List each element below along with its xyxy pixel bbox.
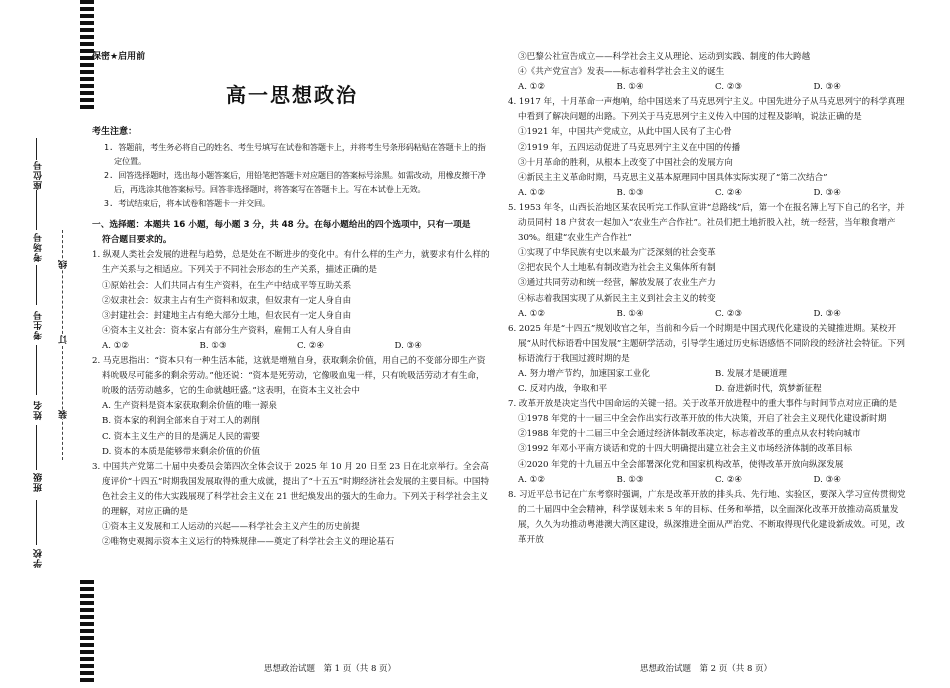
footer-right: 思想政治试题 第 2 页（共 8 页） xyxy=(639,664,773,674)
q3-choice-b: B. ①④ xyxy=(616,82,644,93)
q5-option: ③通过共同劳动和统一经营，解放发展了农业生产力 xyxy=(518,278,716,289)
field-line xyxy=(36,138,37,160)
q3-option: ②唯物史观揭示资本主义运行的特殊规律——奠定了科学社会主义的理论基石 xyxy=(102,537,395,548)
cut-mark-line: 线 xyxy=(59,260,69,269)
q1-option: ①原始社会：人们共同占有生产资料，在生产中结成平等互助关系 xyxy=(102,280,352,291)
q5-choice-c: C. ②③ xyxy=(715,308,743,319)
question-7-stem: 7. 改革开放是决定当代中国命运的关键一招。关于改革开放进程中的重大事件与时间节点对应正确的是 xyxy=(508,399,898,410)
q3-option: ③巴黎公社宣告成立——科学社会主义从理论、运动到实践、制度的伟大跨越 xyxy=(518,52,811,62)
q6-choice-b: B. 发展才是硬道理 xyxy=(715,368,787,379)
field-seat-number: 座位号 xyxy=(34,160,44,190)
question-3-stem: 3. 中国共产党第二十届中央委员会第四次全体会议于 2025 年 10 月 20 日至 23 日在北京举行。全会高度评价“十四五”时期我国发展取得的重大成就，提出了“十五五”时期经济社会发展的主要目标。中国特色社会主义的伟大实践展现了科学社会主义在 21 世纪焕发出的强大的生命力。下列关于科学社会主义的理解，对应正确的是 xyxy=(92,461,490,517)
note-item: 1. 答题前，考生务必将自己的姓名、考生号填写在试卷和答题卡上，并将考生号条形码粘贴在答题卡上的指定位置。 xyxy=(104,142,486,167)
binding-stripes xyxy=(80,0,86,688)
q4-option: ③十月革命的胜利，从根本上改变了中国社会的发展方向 xyxy=(518,157,733,168)
q1-option: ③封建社会：封建地主占有绝大部分土地，但农民有一定人身自由 xyxy=(102,310,352,321)
q3-option: ①资本主义发展和工人运动的兴起——科学社会主义产生的历史前提 xyxy=(102,522,360,533)
q4-option: ④新民主主义革命时期，马克思主义基本原理同中国具体实际实现了“第二次结合” xyxy=(518,172,828,183)
q7-option: ②1988 年党的十二届三中全会通过经济体制改革决定，标志着改革的重点从农村转向城市 xyxy=(518,429,861,440)
note-item: 3. 考试结束后，将本试卷和答题卡一并交回。 xyxy=(104,198,270,209)
q7-choice-a: A. ①② xyxy=(518,474,546,485)
q1-option: ④资本主义社会：资本家占有部分生产资料，雇佣工人有人身自由 xyxy=(102,325,352,336)
q6-choice-c: C. 反对内战，争取和平 xyxy=(518,384,608,395)
q1-choice-a: A. ①② xyxy=(102,340,130,351)
field-class: 班级 xyxy=(34,472,44,492)
field-line xyxy=(36,345,37,395)
question-6-stem: 6. 2025 年是“十四五”规划收官之年，当前和今后一个时期是中国式现代化建设的关键推进期。某校开展“从时代标语看中国发展”主题研学活动，引导学生通过历史标语感悟不同阶段的经济社会特征。下列标语流行于我国过渡时期的是 xyxy=(508,323,905,364)
field-student-id: 考生号 xyxy=(34,310,44,340)
q4-choice-c: C. ②④ xyxy=(715,187,743,198)
notes-title: 考生注意： xyxy=(92,127,138,138)
q7-option: ①1978 年党的十一届三中全会作出实行改革开放的伟大决策，开启了社会主义现代化建设新时期 xyxy=(518,414,887,425)
q6-choices-row xyxy=(508,367,912,382)
binding-strip xyxy=(0,0,86,688)
question-2-stem: 2. 马克思指出：“资本只有一种生活本能，这就是增殖自身，获取剩余价值，用自己的不变部分即生产资料吮吸尽可能多的剩余劳动。”他还说：“资本是死劳动，它像吸血鬼一样，只有吮吸活劳动才有生命，吮吸的活劳动越多，它的生命就越旺盛。”这表明，在资本主义社会中 xyxy=(92,356,486,397)
q6-choice-a: A. 努力增产节约，加速国家工业化 xyxy=(518,368,650,379)
q3-choice-c: C. ②③ xyxy=(715,82,743,93)
q3-option: ④《共产党宣言》发表——标志着科学社会主义的诞生 xyxy=(518,67,725,78)
q2-option: A. 生产资料是资本家获取剩余价值的唯一源泉 xyxy=(102,401,277,412)
q1-choice-d: D. ③④ xyxy=(394,340,422,351)
note-item: 2. 回答选择题时，选出每小题答案后，用铅笔把答题卡对应题目的答案标号涂黑。如需改动，用橡皮擦干净后，再选涂其他答案标号。回答非选择题时，将答案写在答题卡上。写在本试卷上无效。 xyxy=(104,170,486,195)
section-heading xyxy=(92,218,492,248)
section-line: 一、选择题：本题共 16 小题，每小题 3 分，共 48 分。在每小题给出的四个选项中，只有一项是 xyxy=(92,220,471,231)
question-4-stem: 4. 1917 年，十月革命一声炮响，给中国送来了马克思列宁主义。中国先进分子从马克思列宁的科学真理中看到了解决问题的出路。下列关于马克思列宁主义传入中国的过程及影响，说法正确的是 xyxy=(508,97,905,123)
q3-choice-a: A. ①② xyxy=(518,82,546,93)
q1-option: ②奴隶社会：奴隶主占有生产资料和奴隶，但奴隶有一定人身自由 xyxy=(102,295,352,306)
field-line xyxy=(36,265,37,305)
q4-choice-d: D. ③④ xyxy=(813,187,841,198)
question-5-stem: 5. 1953 年冬，山西长治地区某农民听完工作队宣讲“总路线”后，第一个在报名簿上写下自己的名字，并动员同村 18 户贫农一起加入“农业生产合作社”。社员们把土地折股入社，统一经营，当年粮食增产 30%。组建“农业生产合作社” xyxy=(508,202,905,244)
q3-choice-d: D. ③④ xyxy=(813,82,841,93)
q4-choices xyxy=(508,186,912,201)
q4-option: ①1921 年，中国共产党成立，从此中国人民有了主心骨 xyxy=(518,127,732,138)
q5-choice-d: D. ③④ xyxy=(813,308,841,319)
q2-option: B. 资本家的利润全部来自于对工人的剥削 xyxy=(102,416,260,427)
q5-choices xyxy=(508,307,912,322)
q7-choice-c: C. ②④ xyxy=(715,474,743,485)
field-exam-room: 考场号 xyxy=(34,232,44,262)
q5-option: ②把农民个人土地私有制改造为社会主义集体所有制 xyxy=(518,263,716,274)
q1-choice-c: C. ②④ xyxy=(297,340,325,351)
q7-choice-d: D. ③④ xyxy=(813,474,841,485)
q3-choices xyxy=(508,80,912,95)
q2-option: D. 资本的本质是能够带来剩余价值的价值 xyxy=(102,446,261,457)
field-school: 学校 xyxy=(34,548,44,568)
field-line xyxy=(36,425,37,470)
q5-choice-b: B. ①④ xyxy=(616,308,644,319)
question-1-stem: 1. 纵观人类社会发展的进程与趋势，总是处在不断进步的变化中。有什么样的生产力，就要求有什么样的生产关系与之相适应。下列关于不同社会形态的生产关系，描述正确的是 xyxy=(92,250,490,276)
cut-mark-order: 订 xyxy=(59,335,69,344)
q1-choices xyxy=(92,339,492,354)
q7-choice-b: B. ①③ xyxy=(616,474,644,485)
question-8-stem: 8. 习近平总书记在广东考察时强调，广东是改革开放的排头兵、先行地、实验区，要深入学习宣传贯彻党的二十届四中全会精神，科学谋划未来 5 年的目标、任务和举措，以全面深化改革开放推动高质量发展，久久为功推动粤港澳大湾区建设，纵深推进全面从严治党、不断取得现代化建设新成效。可见，改革开放 xyxy=(508,489,906,545)
q4-choice-b: B. ①③ xyxy=(616,187,644,198)
field-line xyxy=(36,190,37,230)
q5-option: ④标志着我国实现了从新民主主义到社会主义的转变 xyxy=(518,293,716,304)
page-title: 高一思想政治 xyxy=(226,83,358,107)
field-name: 姓名 xyxy=(34,400,44,420)
q4-option: ②1919 年，五四运动促进了马克思列宁主义在中国的传播 xyxy=(518,142,741,153)
section-line: 符合题目要求的。 xyxy=(102,235,172,246)
q7-choices xyxy=(508,473,912,488)
left-column xyxy=(92,50,492,550)
q5-option: ①实现了中华民族有史以来最为广泛深刻的社会变革 xyxy=(518,248,716,259)
q7-option: ④2020 年党的十九届五中全会部署深化党和国家机构改革，使得改革开放向纵深发展 xyxy=(518,459,844,470)
q5-choice-a: A. ①② xyxy=(518,308,546,319)
q4-choice-a: A. ①② xyxy=(518,187,546,198)
q1-choice-b: B. ①③ xyxy=(199,340,227,351)
cut-mark-bind: 装 xyxy=(59,410,69,419)
q7-option: ③1992 年邓小平南方谈话和党的十四大明确提出建立社会主义市场经济体制的改革目标 xyxy=(518,444,852,455)
field-line xyxy=(36,500,37,545)
q6-choice-d: D. 奋进新时代，筑梦新征程 xyxy=(715,384,822,395)
right-column xyxy=(508,50,912,548)
q2-option: C. 资本主义生产的目的是满足人民的需要 xyxy=(102,431,260,442)
footer-left: 思想政治试题 第 1 页（共 8 页） xyxy=(263,664,397,674)
secret-label: 保密★启用前 xyxy=(92,52,146,62)
q6-choices-row xyxy=(508,382,912,397)
